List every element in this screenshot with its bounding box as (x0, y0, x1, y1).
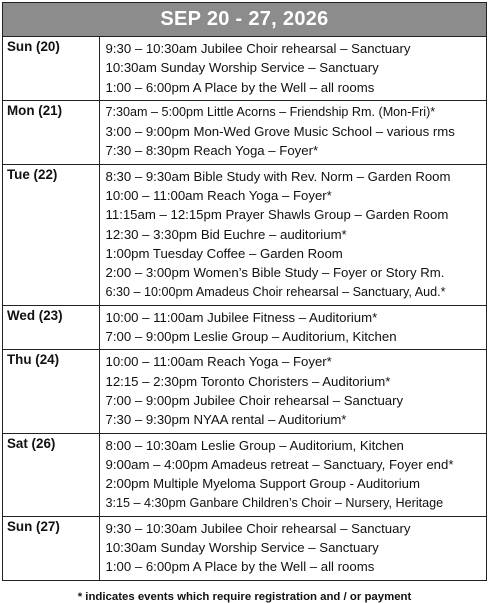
day-label: Wed (23) (3, 305, 99, 350)
day-events (99, 305, 486, 350)
event-item: 7:00 – 9:00pm Jubilee Choir rehearsal – Sanctuary (105, 393, 404, 409)
event-item: 3:15 – 4:30pm Ganbare Children’s Choir – Nursery, Heritage (105, 495, 444, 510)
event-item: 10:00 – 11:00am Jubilee Fitness – Auditorium* (105, 309, 378, 325)
event-item: 12:30 – 3:30pm Bid Euchre – auditorium* (105, 226, 347, 242)
day-label: Sun (20) (3, 37, 99, 100)
event-item: 10:30am Sunday Worship Service – Sanctuary (105, 540, 379, 556)
event-item: 11:15am – 12:15pm Prayer Shawls Group – Garden Room (105, 207, 449, 223)
day-events (99, 164, 486, 305)
event-item: 2:00 – 3:00pm Women’s Bible Study – Foyer or Story Rm. (105, 265, 445, 281)
event-item: 2:00pm Multiple Myeloma Support Group - Auditorium (105, 476, 420, 492)
event-item: 7:00 – 9:00pm Leslie Group – Auditorium, Kitchen (105, 329, 397, 345)
day-events (99, 100, 486, 164)
day-row (3, 516, 486, 580)
footnote: * indicates events which require registration and / or payment (77, 590, 412, 603)
event-item: 7:30am – 5:00pm Little Acorns – Friendship Rm. (Mon-Fri)* (105, 104, 436, 119)
day-events (99, 433, 486, 516)
event-item: 10:30am Sunday Worship Service – Sanctuary (105, 60, 379, 76)
schedule-sheet (2, 2, 487, 603)
day-row (3, 305, 486, 350)
event-item: 1:00 – 6:00pm A Place by the Well – all rooms (105, 559, 375, 575)
event-item: 9:00am – 4:00pm Amadeus retreat – Sanctuary, Foyer end* (105, 456, 454, 472)
day-events (99, 37, 486, 100)
event-item: 6:30 – 10:00pm Amadeus Choir rehearsal – Sanctuary, Aud.* (105, 284, 446, 299)
day-row (3, 350, 486, 433)
event-item: 8:00 – 10:30am Leslie Group – Auditorium, Kitchen (105, 437, 404, 453)
day-row (3, 100, 486, 164)
event-item: 10:00 – 11:00am Reach Yoga – Foyer* (105, 354, 332, 370)
schedule-title: SEP 20 - 27, 2026 (3, 3, 486, 37)
event-item: 7:30 – 8:30pm Reach Yoga – Foyer* (105, 143, 319, 159)
event-item: 1:00 – 6:00pm A Place by the Well – all rooms (105, 79, 375, 95)
day-label: Mon (21) (3, 100, 99, 164)
day-label: Sat (26) (3, 433, 99, 516)
event-item: 1:00pm Tuesday Coffee – Garden Room (105, 245, 343, 261)
event-item: 7:30 – 9:30pm NYAA rental – Auditorium* (105, 412, 347, 428)
day-label: Tue (22) (3, 164, 99, 305)
day-row (3, 37, 486, 100)
event-item: 3:00 – 9:00pm Mon-Wed Grove Music School – various rms (105, 124, 455, 140)
schedule-table (3, 37, 486, 581)
schedule-rows (3, 37, 486, 580)
day-events (99, 516, 486, 580)
day-row (3, 433, 486, 516)
event-item: 9:30 – 10:30am Jubilee Choir rehearsal – Sanctuary (105, 520, 411, 536)
day-row (3, 164, 486, 305)
event-item: 9:30 – 10:30am Jubilee Choir rehearsal – Sanctuary (105, 41, 411, 56)
day-label: Thu (24) (3, 350, 99, 433)
event-item: 10:00 – 11:00am Reach Yoga – Foyer* (105, 188, 332, 204)
event-item: 12:15 – 2:30pm Toronto Choristers – Auditorium* (105, 373, 391, 389)
day-label: Sun (27) (3, 516, 99, 580)
day-events (99, 350, 486, 433)
event-item: 8:30 – 9:30am Bible Study with Rev. Norm – Garden Room (105, 168, 451, 184)
